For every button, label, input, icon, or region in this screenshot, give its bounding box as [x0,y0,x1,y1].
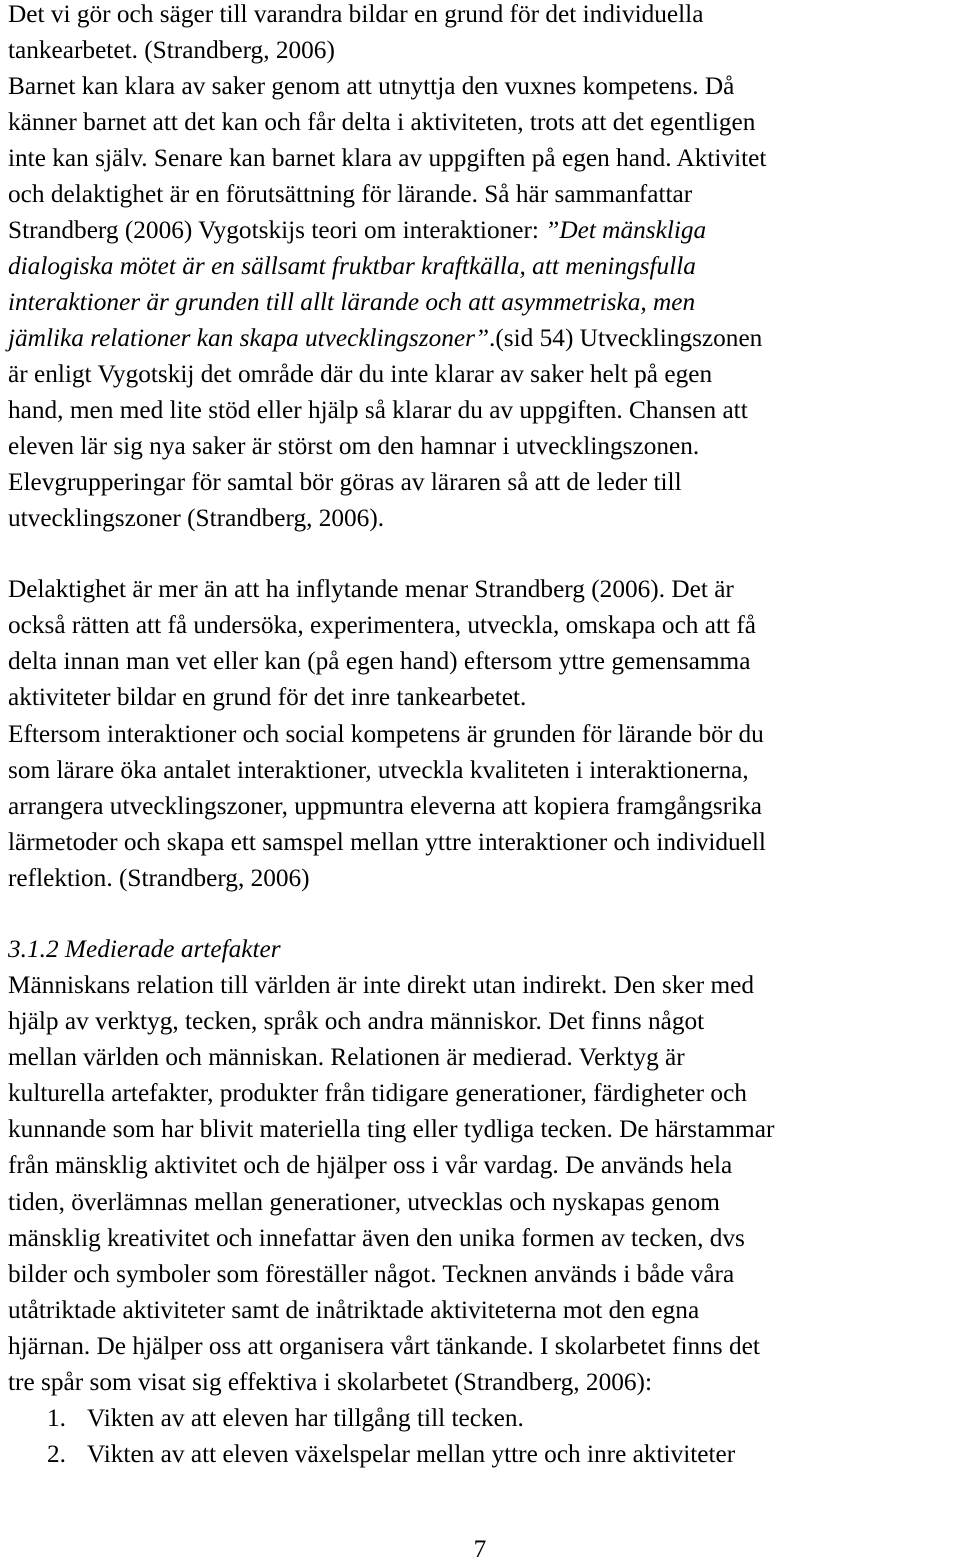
text-line: mellan världen och människan. Relationen är medierad. Verktyg är [8,1043,685,1071]
text-line: Elevgrupperingar för samtal bör göras av läraren så att de leder till [8,468,682,496]
text-run: Strandberg (2006) Vygotskijs teori om interaktioner: [8,216,546,244]
text-line: hjärnan. De hjälper oss att organisera vårt tänkande. I skolarbetet finns det [8,1332,760,1360]
text-line: som lärare öka antalet interaktioner, utveckla kvaliteten i interaktionerna, [8,756,749,784]
quote-text: Det mänskliga [559,216,707,244]
text-line: Delaktighet är mer än att ha inflytande menar Strandberg (2006). Det är [8,575,734,603]
text-line: Eftersom interaktioner och social kompetens är grunden för lärande bör du [8,720,764,748]
text-line: utåtriktade aktiviteter samt de inåtriktade aktiviteterna mot den egna [8,1296,700,1324]
text-line: reflektion. (Strandberg, 2006) [8,864,310,892]
text-line: lärmetoder och skapa ett samspel mellan yttre interaktioner och individuell [8,828,766,856]
list-item-number: 1. [47,1404,66,1432]
text-run: .(sid 54) Utvecklingszonen [489,324,763,352]
text-line: tiden, överlämnas mellan generationer, utvecklas och nyskapas genom [8,1188,720,1216]
text-line: Det vi gör och säger till varandra bildar en grund för det individuella [8,0,704,28]
page-number: 7 [473,1535,487,1563]
text-line: hand, men med lite stöd eller hjälp så klarar du av uppgiften. Chansen att [8,396,748,424]
quote-line: dialogiska mötet är en sällsamt fruktbar kraftkälla, att meningsfulla [8,252,696,280]
text-line: utvecklingszoner (Strandberg, 2006). [8,504,385,532]
text-line: tre spår som visat sig effektiva i skolarbetet (Strandberg, 2006): [8,1368,652,1396]
text-line: Människans relation till världen är inte direkt utan indirekt. Den sker med [8,971,755,999]
text-line: också rätten att få undersöka, experimentera, utveckla, omskapa och att få [8,611,757,639]
text-line: aktiviteter bildar en grund för det inre tankearbetet. [8,683,527,711]
list-item [0,1400,960,1436]
text-line: arrangera utvecklingszoner, uppmuntra eleverna att kopiera framgångsrika [8,792,763,820]
text-line: mänsklig kreativitet och innefattar även den unika formen av tecken, dvs [8,1224,745,1252]
text-line: från mänsklig aktivitet och de hjälper oss i vår vardag. De används hela [8,1151,733,1179]
list-item-number: 2. [47,1440,66,1468]
text-line: inte kan själv. Senare kan barnet klara av uppgiften på egen hand. Aktivitet [8,144,767,172]
list-item-text: Vikten av att eleven har tillgång till tecken. [87,1404,524,1432]
quote-run: jämlika relationer kan skapa utvecklingszoner” [8,324,490,352]
text-line: Barnet kan klara av saker genom att utnyttja den vuxnes kompetens. Då [8,72,735,100]
text-line: är enligt Vygotskij det område där du inte klarar av saker helt på egen [8,360,713,388]
text-line: eleven lär sig nya saker är störst om den hamnar i utvecklingszonen. [8,432,700,460]
text-line: kulturella artefakter, produkter från tidigare generationer, färdigheter och [8,1079,747,1107]
text-line: tankearbetet. (Strandberg, 2006) [8,36,335,64]
text-line: delta innan man vet eller kan (på egen hand) eftersom yttre gemensamma [8,647,751,675]
section-heading: 3.1.2 Medierade artefakter [8,935,281,963]
text-line [8,320,762,356]
list-item-text: Vikten av att eleven växelspelar mellan yttre och inre aktiviteter [87,1440,736,1468]
list-item [0,1436,960,1472]
quote-run: ”Det mänskliga [545,216,707,244]
text-line [8,212,706,248]
text-line: och delaktighet är en förutsättning för lärande. Så här sammanfattar [8,180,693,208]
quote-text: jämlika relationer kan skapa utvecklingszoner [8,324,475,352]
quote-line: interaktioner är grunden till allt lärande och att asymmetriska, men [8,288,696,316]
text-line: kunnande som har blivit materiella ting eller tydliga tecken. De härstammar [8,1115,775,1143]
text-line: hjälp av verktyg, tecken, språk och andra människor. Det finns något [8,1007,705,1035]
text-line: känner barnet att det kan och får delta i aktiviteten, trots att det egentligen [8,108,756,136]
text-line: bilder och symboler som föreställer något. Tecknen används i både våra [8,1260,735,1288]
